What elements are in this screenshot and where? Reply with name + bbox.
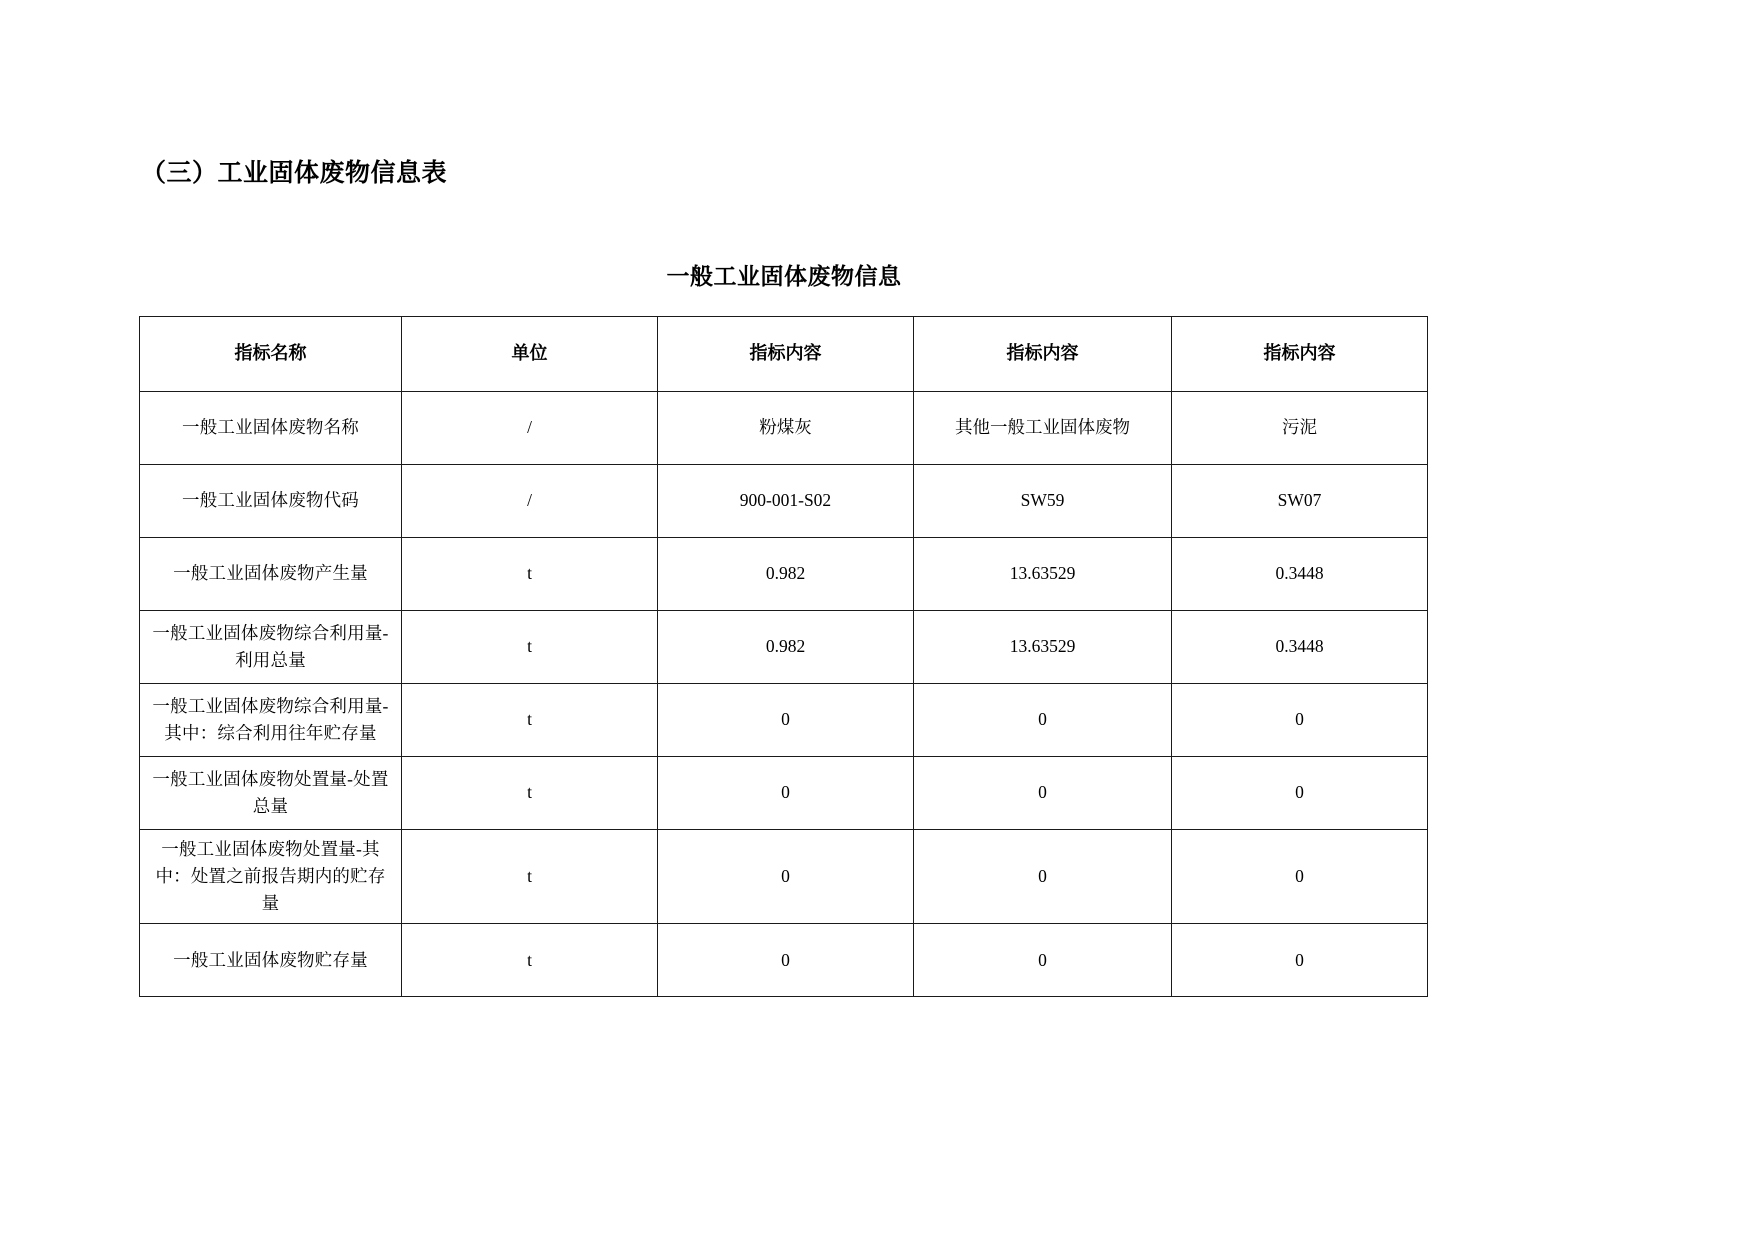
row-value-2: 其他一般工业固体废物 (914, 392, 1172, 465)
table-title: 一般工业固体废物信息 (666, 263, 902, 289)
row-value-1: 0 (658, 924, 914, 997)
row-name: 一般工业固体废物综合利用量-利用总量 (140, 611, 402, 684)
table-row (140, 465, 1428, 538)
row-value-2: 0 (914, 924, 1172, 997)
row-value-3: 0.3448 (1172, 538, 1428, 611)
table-row (140, 757, 1428, 830)
table-row (140, 924, 1428, 997)
row-unit: t (402, 684, 658, 757)
row-value-1: 0.982 (658, 538, 914, 611)
row-value-1: 0 (658, 830, 914, 924)
section-heading: （三）工业固体废物信息表 (141, 159, 448, 187)
column-header-unit: 单位 (402, 317, 658, 392)
row-unit: / (402, 465, 658, 538)
row-value-3: 0 (1172, 924, 1428, 997)
row-name: 一般工业固体废物产生量 (140, 538, 402, 611)
row-value-2: 0 (914, 684, 1172, 757)
column-header-content-1: 指标内容 (658, 317, 914, 392)
table-row (140, 392, 1428, 465)
row-value-3: SW07 (1172, 465, 1428, 538)
column-header-content-3: 指标内容 (1172, 317, 1428, 392)
solid-waste-info-table (139, 316, 1428, 997)
row-value-3: 0 (1172, 830, 1428, 924)
row-value-1: 粉煤灰 (658, 392, 914, 465)
row-value-3: 污泥 (1172, 392, 1428, 465)
row-value-2: 0 (914, 830, 1172, 924)
row-value-2: 0 (914, 757, 1172, 830)
row-name: 一般工业固体废物代码 (140, 465, 402, 538)
table-row (140, 611, 1428, 684)
row-unit: t (402, 538, 658, 611)
row-value-2: 13.63529 (914, 611, 1172, 684)
row-name: 一般工业固体废物处置量-其中：处置之前报告期内的贮存量 (140, 830, 402, 924)
row-name: 一般工业固体废物贮存量 (140, 924, 402, 997)
row-value-3: 0.3448 (1172, 611, 1428, 684)
row-unit: / (402, 392, 658, 465)
row-value-1: 0 (658, 757, 914, 830)
row-name: 一般工业固体废物名称 (140, 392, 402, 465)
row-unit: t (402, 830, 658, 924)
column-header-indicator-name: 指标名称 (140, 317, 402, 392)
column-header-content-2: 指标内容 (914, 317, 1172, 392)
row-value-1: 0 (658, 684, 914, 757)
table-header-row (140, 317, 1428, 392)
table-row (140, 830, 1428, 924)
row-value-3: 0 (1172, 757, 1428, 830)
table-row (140, 538, 1428, 611)
row-unit: t (402, 924, 658, 997)
row-name: 一般工业固体废物处置量-处置总量 (140, 757, 402, 830)
row-name: 一般工业固体废物综合利用量-其中：综合利用往年贮存量 (140, 684, 402, 757)
row-value-2: SW59 (914, 465, 1172, 538)
row-value-1: 0.982 (658, 611, 914, 684)
row-value-2: 13.63529 (914, 538, 1172, 611)
row-value-3: 0 (1172, 684, 1428, 757)
table-row (140, 684, 1428, 757)
row-unit: t (402, 757, 658, 830)
row-unit: t (402, 611, 658, 684)
row-value-1: 900-001-S02 (658, 465, 914, 538)
